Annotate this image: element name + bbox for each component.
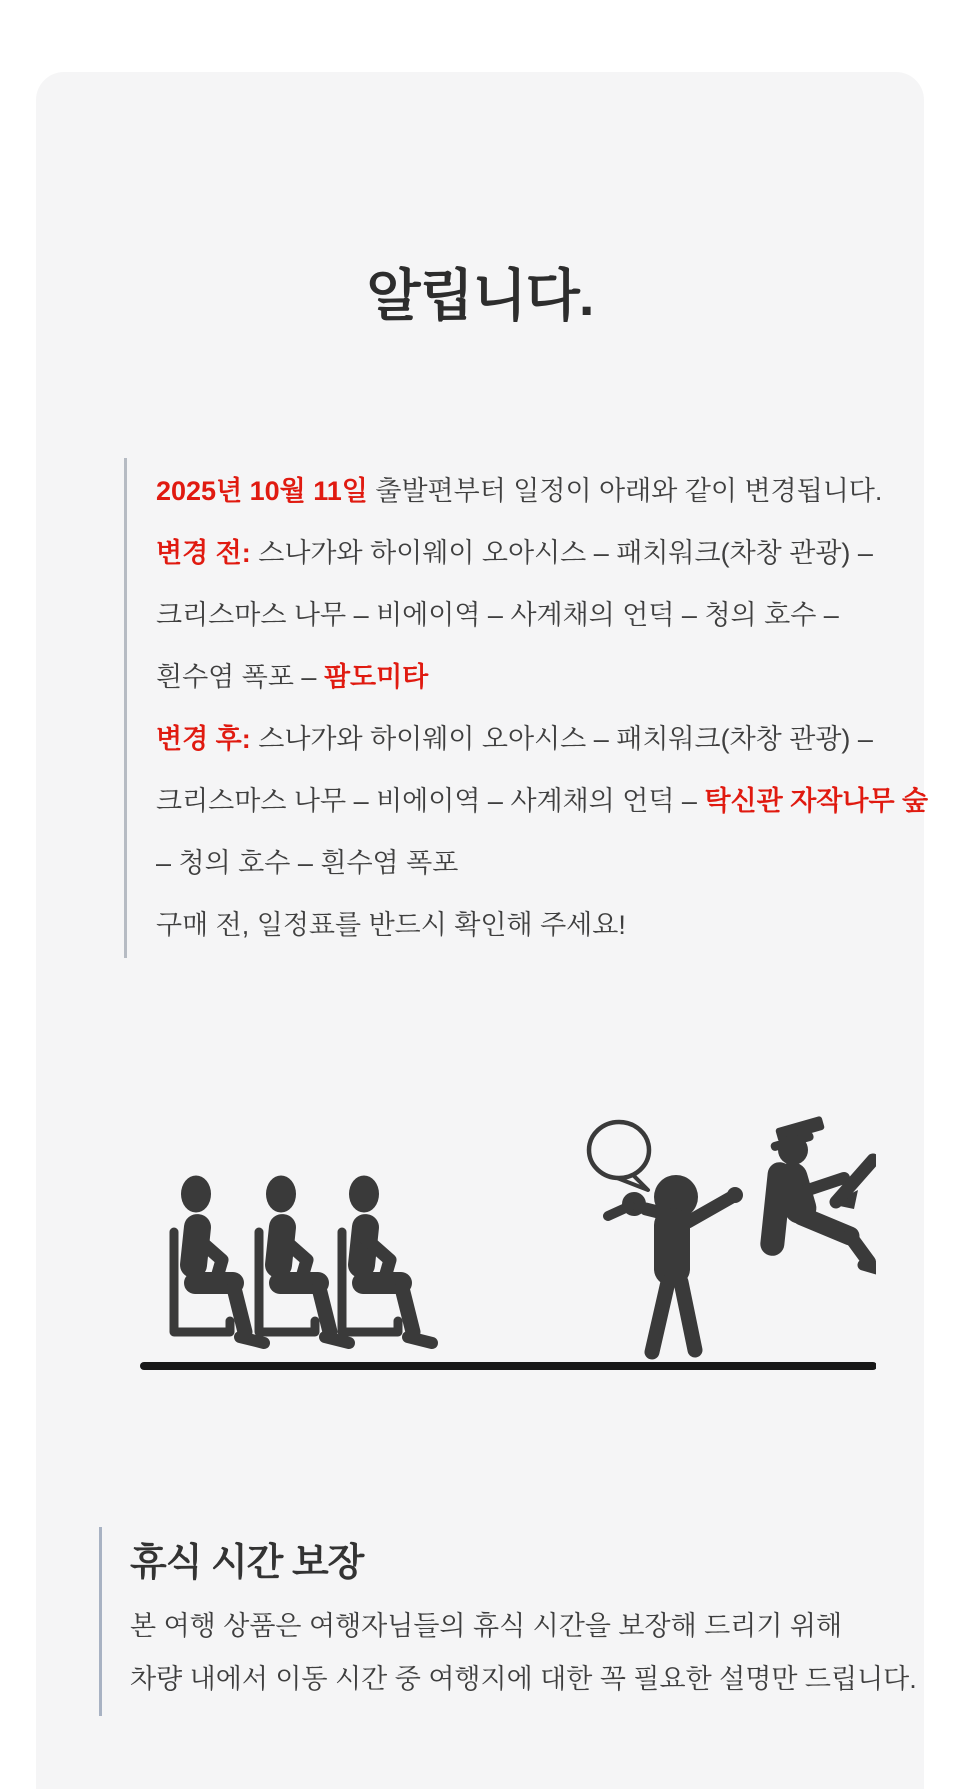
notice-emphasis-text: 팜도미타 <box>323 662 429 692</box>
bus-illustration <box>136 1112 876 1374</box>
notice-text: 출발편부터 일정이 아래와 같이 변경됩니다. <box>367 476 883 506</box>
seated-passenger-icon <box>342 1176 432 1344</box>
notice-text-block <box>124 458 929 958</box>
bus-driver-icon <box>759 1116 876 1270</box>
seated-passenger-icon <box>259 1176 349 1344</box>
notice-line <box>156 770 929 832</box>
notice-text: 흰수염 폭포 – <box>156 662 324 692</box>
notice-text: 크리스마스 나무 – 비에이역 – 사계채의 언덕 – 청의 호수 – <box>156 600 839 630</box>
notice-text: – 청의 호수 – 흰수염 폭포 <box>156 848 459 878</box>
rest-section-body-line: 차량 내에서 이동 시간 중 여행지에 대한 꼭 필요한 설명만 드립니다. <box>130 1664 917 1694</box>
notice-text: 크리스마스 나무 – 비에이역 – 사계채의 언덕 – <box>156 786 705 816</box>
seated-passenger-icon <box>174 1176 264 1344</box>
notice-line <box>156 894 926 956</box>
notice-line <box>156 522 926 584</box>
bus-illustration-svg <box>136 1112 876 1374</box>
notice-line <box>156 832 926 894</box>
page-title: 알립니다. <box>366 264 594 327</box>
rest-guarantee-section <box>99 1527 950 1716</box>
notice-line <box>156 708 926 770</box>
notice-line <box>156 460 926 522</box>
singing-guide-icon <box>608 1175 743 1352</box>
notice-text: 스나가와 하이웨이 오아시스 – 패치워크(차창 관광) – <box>250 538 873 568</box>
rest-section-heading: 휴식 시간 보장 <box>130 1542 364 1584</box>
announcement-card <box>36 72 929 1789</box>
notice-line <box>156 584 926 646</box>
notice-text: 스나가와 하이웨이 오아시스 – 패치워크(차창 관광) – <box>250 724 873 754</box>
notice-emphasis-text: 2025년 10월 11일 <box>156 476 368 506</box>
notice-line <box>156 646 926 708</box>
notice-emphasis-text: 변경 후: <box>156 724 251 754</box>
speech-bubble-icon <box>589 1122 649 1190</box>
notice-emphasis-text: 변경 전: <box>156 538 251 568</box>
rest-section-body-line: 본 여행 상품은 여행자님들의 휴식 시간을 보장해 드리기 위해 <box>130 1611 843 1641</box>
notice-emphasis-text: 탁신관 자작나무 숲 <box>704 786 929 816</box>
notice-text: 구매 전, 일정표를 반드시 확인해 주세요! <box>156 910 626 940</box>
